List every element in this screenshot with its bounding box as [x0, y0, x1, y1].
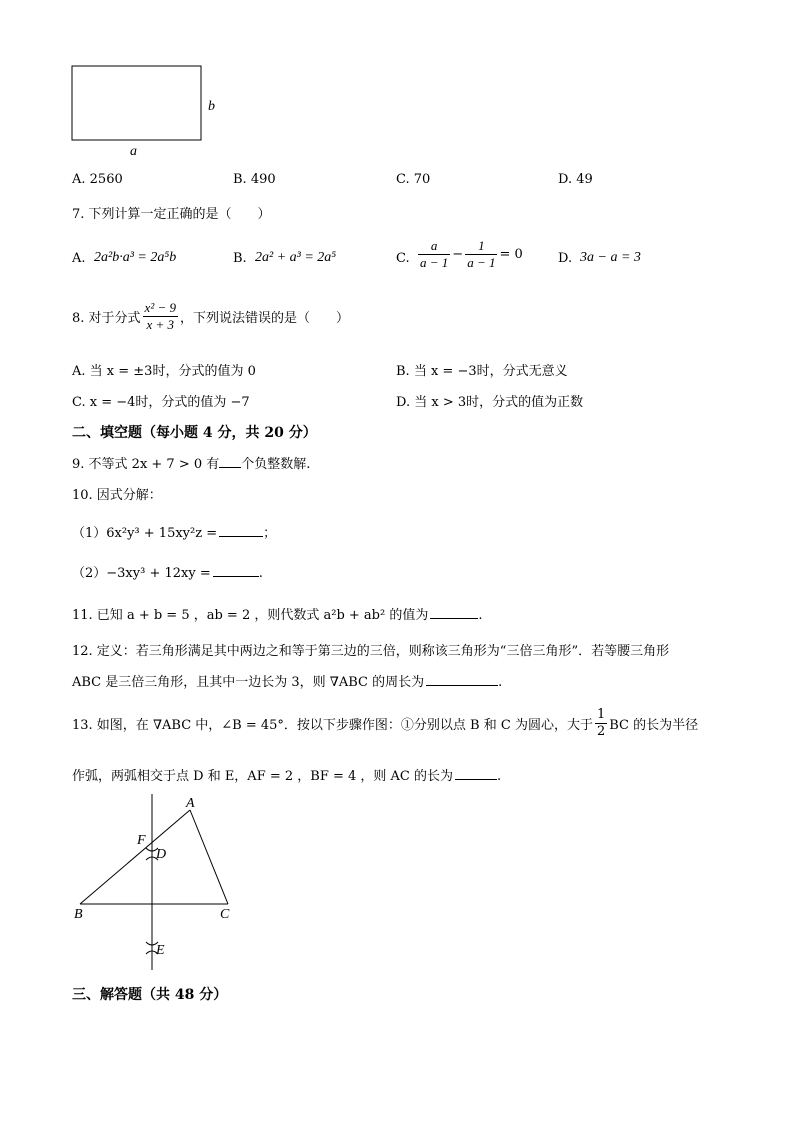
q10-part2-expr: （2）−3xy³ + 12xy =	[72, 566, 211, 581]
q7-option-c-label: C.	[396, 251, 410, 266]
vertex-c-label: C	[220, 907, 230, 922]
q13-line2-text: 作弧，两弧相交于点 D 和 E，AF = 2 ，BF = 4 ，则 AC 的长为	[72, 769, 454, 784]
q7-c-fraction-1	[418, 238, 450, 271]
q8-option-d: D. 当 x > 3时，分式的值为正数	[396, 395, 584, 410]
q13-end: .	[497, 769, 502, 784]
side-a-label: a	[130, 144, 137, 159]
q10-part2-end: .	[258, 566, 263, 581]
q13-line1-post: BC 的长为半径	[609, 718, 699, 733]
q11-text: 11. 已知 a + b = 5 ，ab = 2 ，则代数式 a²b + ab² 的值为	[72, 608, 429, 623]
q10-part1-end: ；	[263, 526, 277, 541]
q6-option-b: B. 490	[233, 172, 276, 187]
q7-option-c-expr	[416, 238, 523, 271]
triangle-figure	[60, 790, 260, 980]
q7-c-fraction-2	[465, 238, 497, 271]
q7-c-num1: a	[418, 238, 450, 255]
vertex-b-label: B	[74, 907, 83, 922]
point-f-label: F	[137, 833, 146, 848]
section-3-heading: 三、解答题（共 48 分）	[72, 987, 228, 1003]
q7-option-a-label: A.	[72, 251, 86, 266]
q8-stem-pre: 8. 对于分式	[72, 311, 141, 326]
q10-part1-expr: （1）6x²y³ + 15xy²z =	[72, 526, 218, 541]
q7-stem: 7. 下列计算一定正确的是（ ）	[72, 207, 271, 222]
q10-part2	[72, 562, 263, 581]
q13-line2	[72, 765, 501, 784]
q12-line2	[72, 671, 502, 690]
q13-half-den: 2	[596, 724, 606, 739]
q7-c-den2: a − 1	[467, 255, 496, 270]
q9-post: 个负整数解.	[241, 457, 311, 472]
rectangle-figure	[60, 58, 230, 162]
side-ab	[80, 810, 190, 904]
q7-option-d-expr: 3a − a = 3	[580, 250, 641, 265]
q7-c-den1: a − 1	[420, 255, 449, 270]
q7-option-b-expr: 2a² + a³ = 2a⁵	[255, 250, 337, 265]
q7-c-tail: = 0	[499, 247, 523, 262]
q9-blank	[219, 455, 241, 468]
q6-option-a: A. 2560	[72, 172, 123, 187]
q8-option-a: A. 当 x = ±3时，分式的值为 0	[72, 364, 256, 379]
q12-line2-text: ABC 是三倍三角形，且其中一边长为 3，则 ∇ABC 的周长为	[72, 675, 425, 690]
q11	[72, 604, 483, 623]
q10-part1	[72, 522, 276, 541]
q13-line1	[72, 707, 698, 740]
q8-option-b: B. 当 x = −3时，分式无意义	[396, 364, 568, 379]
q8-numerator: x² − 9	[144, 300, 176, 315]
q7-option-b-label: B.	[233, 251, 247, 266]
rectangle	[72, 66, 201, 140]
q11-blank	[430, 606, 478, 619]
q7-c-num2: 1	[465, 238, 497, 255]
q8-fraction	[143, 300, 178, 333]
point-e-label: E	[156, 943, 165, 958]
q7-option-d-label: D.	[558, 251, 573, 266]
side-b-label: b	[208, 99, 215, 114]
q10-part2-blank	[213, 564, 259, 577]
q11-end: .	[478, 608, 483, 623]
section-2-heading: 二、填空题（每小题 4 分，共 20 分）	[72, 425, 317, 441]
q12-line1: 12. 定义：若三角形满足其中两边之和等于第三边的三倍，则称该三角形为“三倍三角形”．若等腰三角形	[72, 644, 670, 659]
q10-part1-blank	[219, 524, 263, 537]
q12-blank	[426, 673, 498, 686]
vertex-a-label: A	[186, 796, 195, 811]
q9-pre: 9. 不等式 2x + 7 > 0 有	[72, 457, 220, 472]
q13-half-num: 1	[596, 707, 606, 722]
q13-half-fraction	[595, 707, 607, 740]
q12-end: .	[498, 675, 503, 690]
q6-option-c: C. 70	[396, 172, 431, 187]
q7-c-minus: −	[452, 247, 464, 262]
side-ac	[190, 810, 228, 904]
q8-stem	[72, 300, 349, 333]
point-d-label: D	[156, 847, 167, 862]
q8-option-c: C. x = −4时，分式的值为 −7	[72, 395, 250, 410]
q7-option-a-expr: 2a²b·a³ = 2a⁵b	[94, 250, 177, 265]
q8-denominator: x + 3	[146, 317, 175, 332]
q10-stem: 10. 因式分解：	[72, 488, 162, 503]
q13-blank	[455, 767, 497, 780]
q13-line1-pre: 13. 如图，在 ∇ABC 中，∠B = 45°．按以下步骤作图：①分别以点 B 和 C 为圆心，大于	[72, 718, 593, 733]
q9	[72, 453, 310, 472]
q8-stem-post: ，下列说法错误的是（ ）	[180, 311, 350, 326]
q6-option-d: D. 49	[558, 172, 593, 187]
